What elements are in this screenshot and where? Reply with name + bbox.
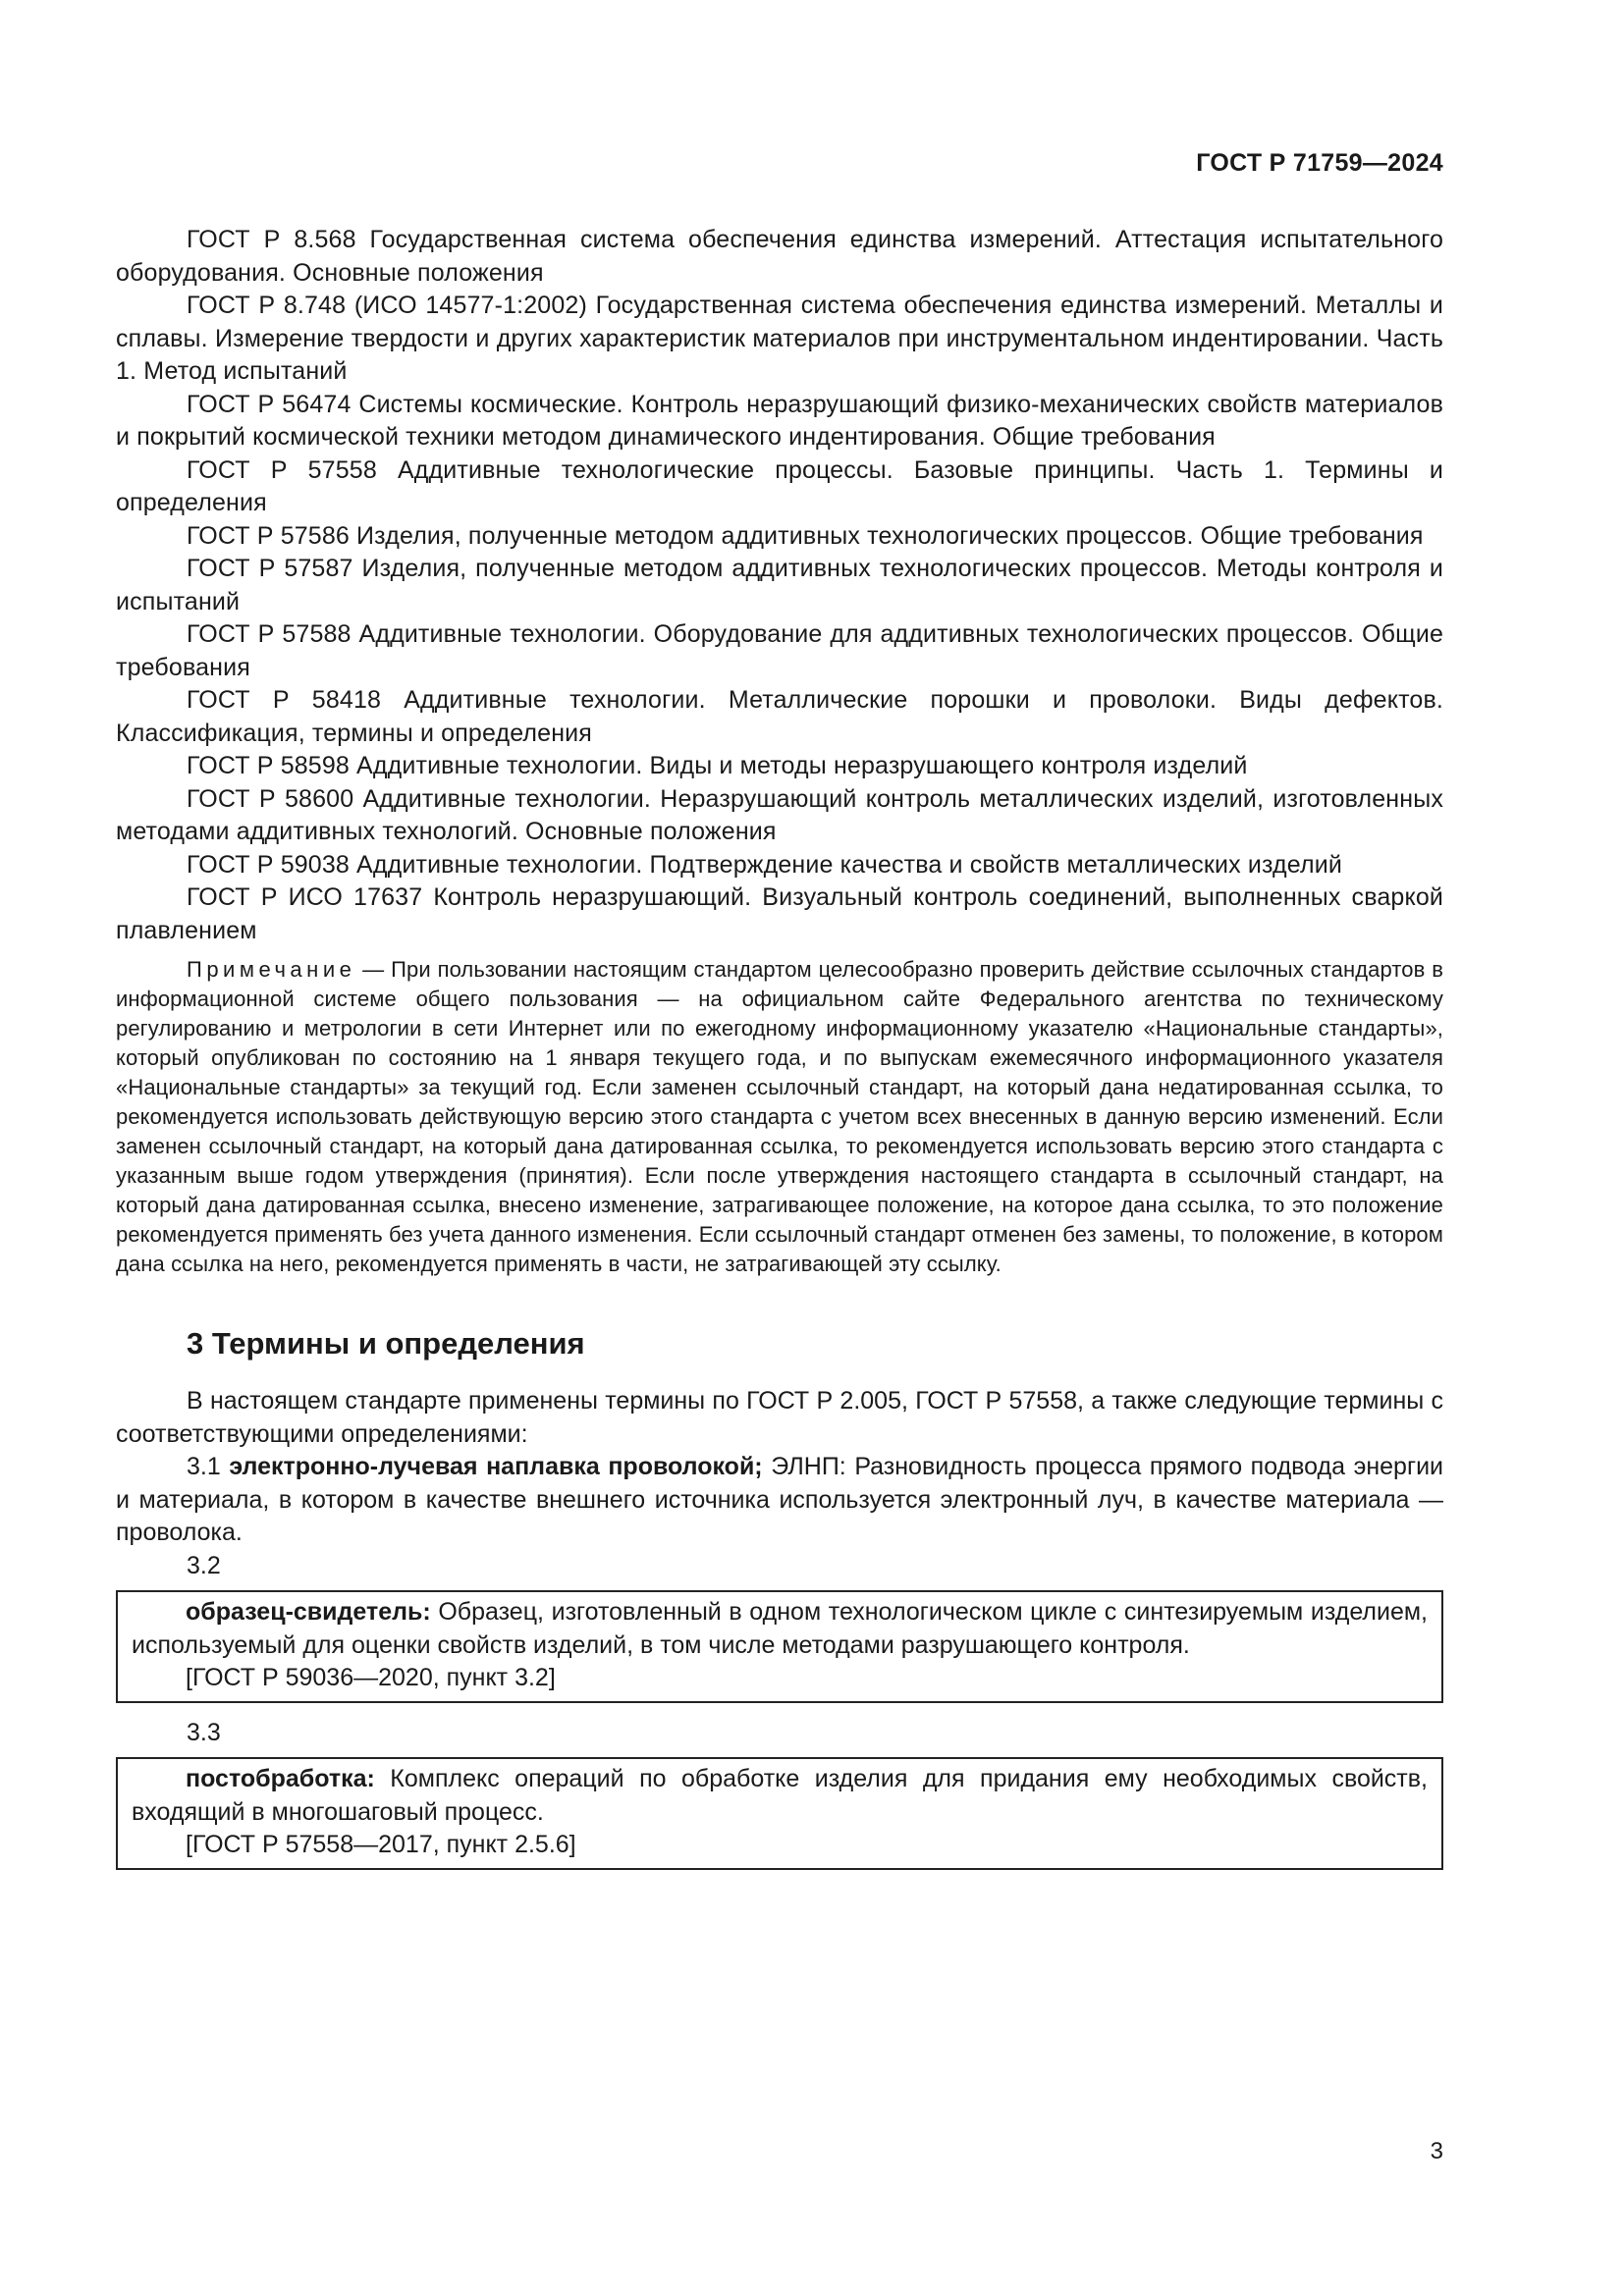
reference-item: ГОСТ Р ИСО 17637 Контроль неразрушающий. Визуальный контроль соединений, выполненных сваркой плавлением <box>116 883 1443 944</box>
references-list <box>116 224 1443 947</box>
reference-item: ГОСТ Р 8.748 (ИСО 14577-1:2002) Государственная система обеспечения единства измерений. Металлы и сплавы. Измерение твердости и других характеристик материалов при инструментальном индентировании. Часть 1. Метод испытаний <box>116 292 1443 385</box>
term-number: 3.1 <box>187 1453 221 1480</box>
term-source: [ГОСТ Р 59036—2020, пункт 3.2] <box>186 1664 556 1691</box>
reference-item: ГОСТ Р 57586 Изделия, полученные методом аддитивных технологических процессов. Общие требования <box>187 521 1424 550</box>
reference-note <box>116 955 1443 1279</box>
reference-item: ГОСТ Р 59038 Аддитивные технологии. Подтверждение качества и свойств металлических изделий <box>187 850 1342 879</box>
section-heading: 3 Термины и определения <box>187 1326 585 1361</box>
reference-item: ГОСТ Р 8.568 Государственная система обеспечения единства измерений. Аттестация испытательного оборудования. Основные положения <box>116 226 1443 287</box>
reference-item: ГОСТ Р 58598 Аддитивные технологии. Виды и методы неразрушающего контроля изделий <box>187 752 1248 779</box>
reference-item: ГОСТ Р 57587 Изделия, полученные методом аддитивных технологических процессов. Методы контроля и испытаний <box>116 555 1443 615</box>
term-definition: ЭЛНП: Разновидность процесса прямого подвода энергии и материала, в котором в качестве внешнего источника используется электронный луч, в качестве материала — проволока. <box>116 1453 1443 1546</box>
term-number: 3.3 <box>187 1718 221 1746</box>
reference-item: ГОСТ Р 58600 Аддитивные технологии. Неразрушающий контроль металлических изделий, изготовленных методами аддитивных технологий. Основные положения <box>116 784 1443 845</box>
term-number: 3.2 <box>187 1551 221 1579</box>
section-intro: В настоящем стандарте применены термины по ГОСТ Р 2.005, ГОСТ Р 57558, а также следующие термины с соответствующими определениями: <box>116 1387 1443 1448</box>
document-id-header: ГОСТ Р 71759—2024 <box>1196 149 1443 177</box>
page-content <box>116 224 1443 1884</box>
term-name: электронно-лучевая наплавка проволокой; <box>229 1453 763 1480</box>
term-box-3-2 <box>116 1590 1443 1703</box>
page-number: 3 <box>1430 2138 1443 2164</box>
term-entry <box>132 1596 1428 1662</box>
term-name: постобработка: <box>186 1765 375 1792</box>
note-text: — При пользовании настоящим стандартом целесообразно проверить действие ссылочных стандартов в информационной системе общего пользования — на официальном сайте Федерального агентства по техническому регулированию и метрологии в сети Интернет или по ежегодному информационному указателю «Национальные стандарты», который опубликован по состоянию на 1 января текущего года, и по выпускам ежемесячного информационного указателя «Национальные стандарты» за текущий год. Если заменен ссылочный стандарт, на который дана недатированная ссылка, то рекомендуется использовать действующую версию этого стандарта с учетом всех внесенных в данную версию изменений. Если заменен ссылочный стандарт, на который дана датированная ссылка, то рекомендуется использовать версию этого стандарта с указанным выше годом утверждения (принятия). Если после утверждения настоящего стандарта в ссылочный стандарт, на который дана датированная ссылка, внесено изменение, затрагивающее положение, на которое дана ссылка, то это положение рекомендуется применять без учета данного изменения. Если ссылочный стандарт отменен без замены, то положение, в котором дана ссылка на него, рекомендуется применять в части, не затрагивающей эту ссылку. <box>116 957 1443 1276</box>
term-3-1 <box>116 1451 1443 1550</box>
reference-item: ГОСТ Р 57588 Аддитивные технологии. Оборудование для аддитивных технологических процессов. Общие требования <box>116 620 1443 681</box>
term-box-3-3 <box>116 1757 1443 1870</box>
reference-item: ГОСТ Р 58418 Аддитивные технологии. Металлические порошки и проволоки. Виды дефектов. Классификация, термины и определения <box>116 686 1443 747</box>
term-name: образец-свидетель: <box>186 1598 431 1626</box>
reference-item: ГОСТ Р 56474 Системы космические. Контроль неразрушающий физико-механических свойств материалов и покрытий космической техники методом динамического индентирования. Общие требования <box>116 390 1443 451</box>
term-definition: Комплекс операций по обработке изделия для придания ему необходимых свойств, входящий в многошаговый процесс. <box>132 1765 1428 1826</box>
reference-item: ГОСТ Р 57558 Аддитивные технологические процессы. Базовые принципы. Часть 1. Термины и определения <box>116 455 1443 516</box>
term-definition: Образец, изготовленный в одном технологическом цикле с синтезируемым изделием, используемый для оценки свойств изделий, в том числе методами разрушающего контроля. <box>132 1598 1428 1659</box>
term-entry <box>132 1763 1428 1829</box>
term-source: [ГОСТ Р 57558—2017, пункт 2.5.6] <box>186 1831 576 1858</box>
note-label: Примечание <box>187 957 356 982</box>
